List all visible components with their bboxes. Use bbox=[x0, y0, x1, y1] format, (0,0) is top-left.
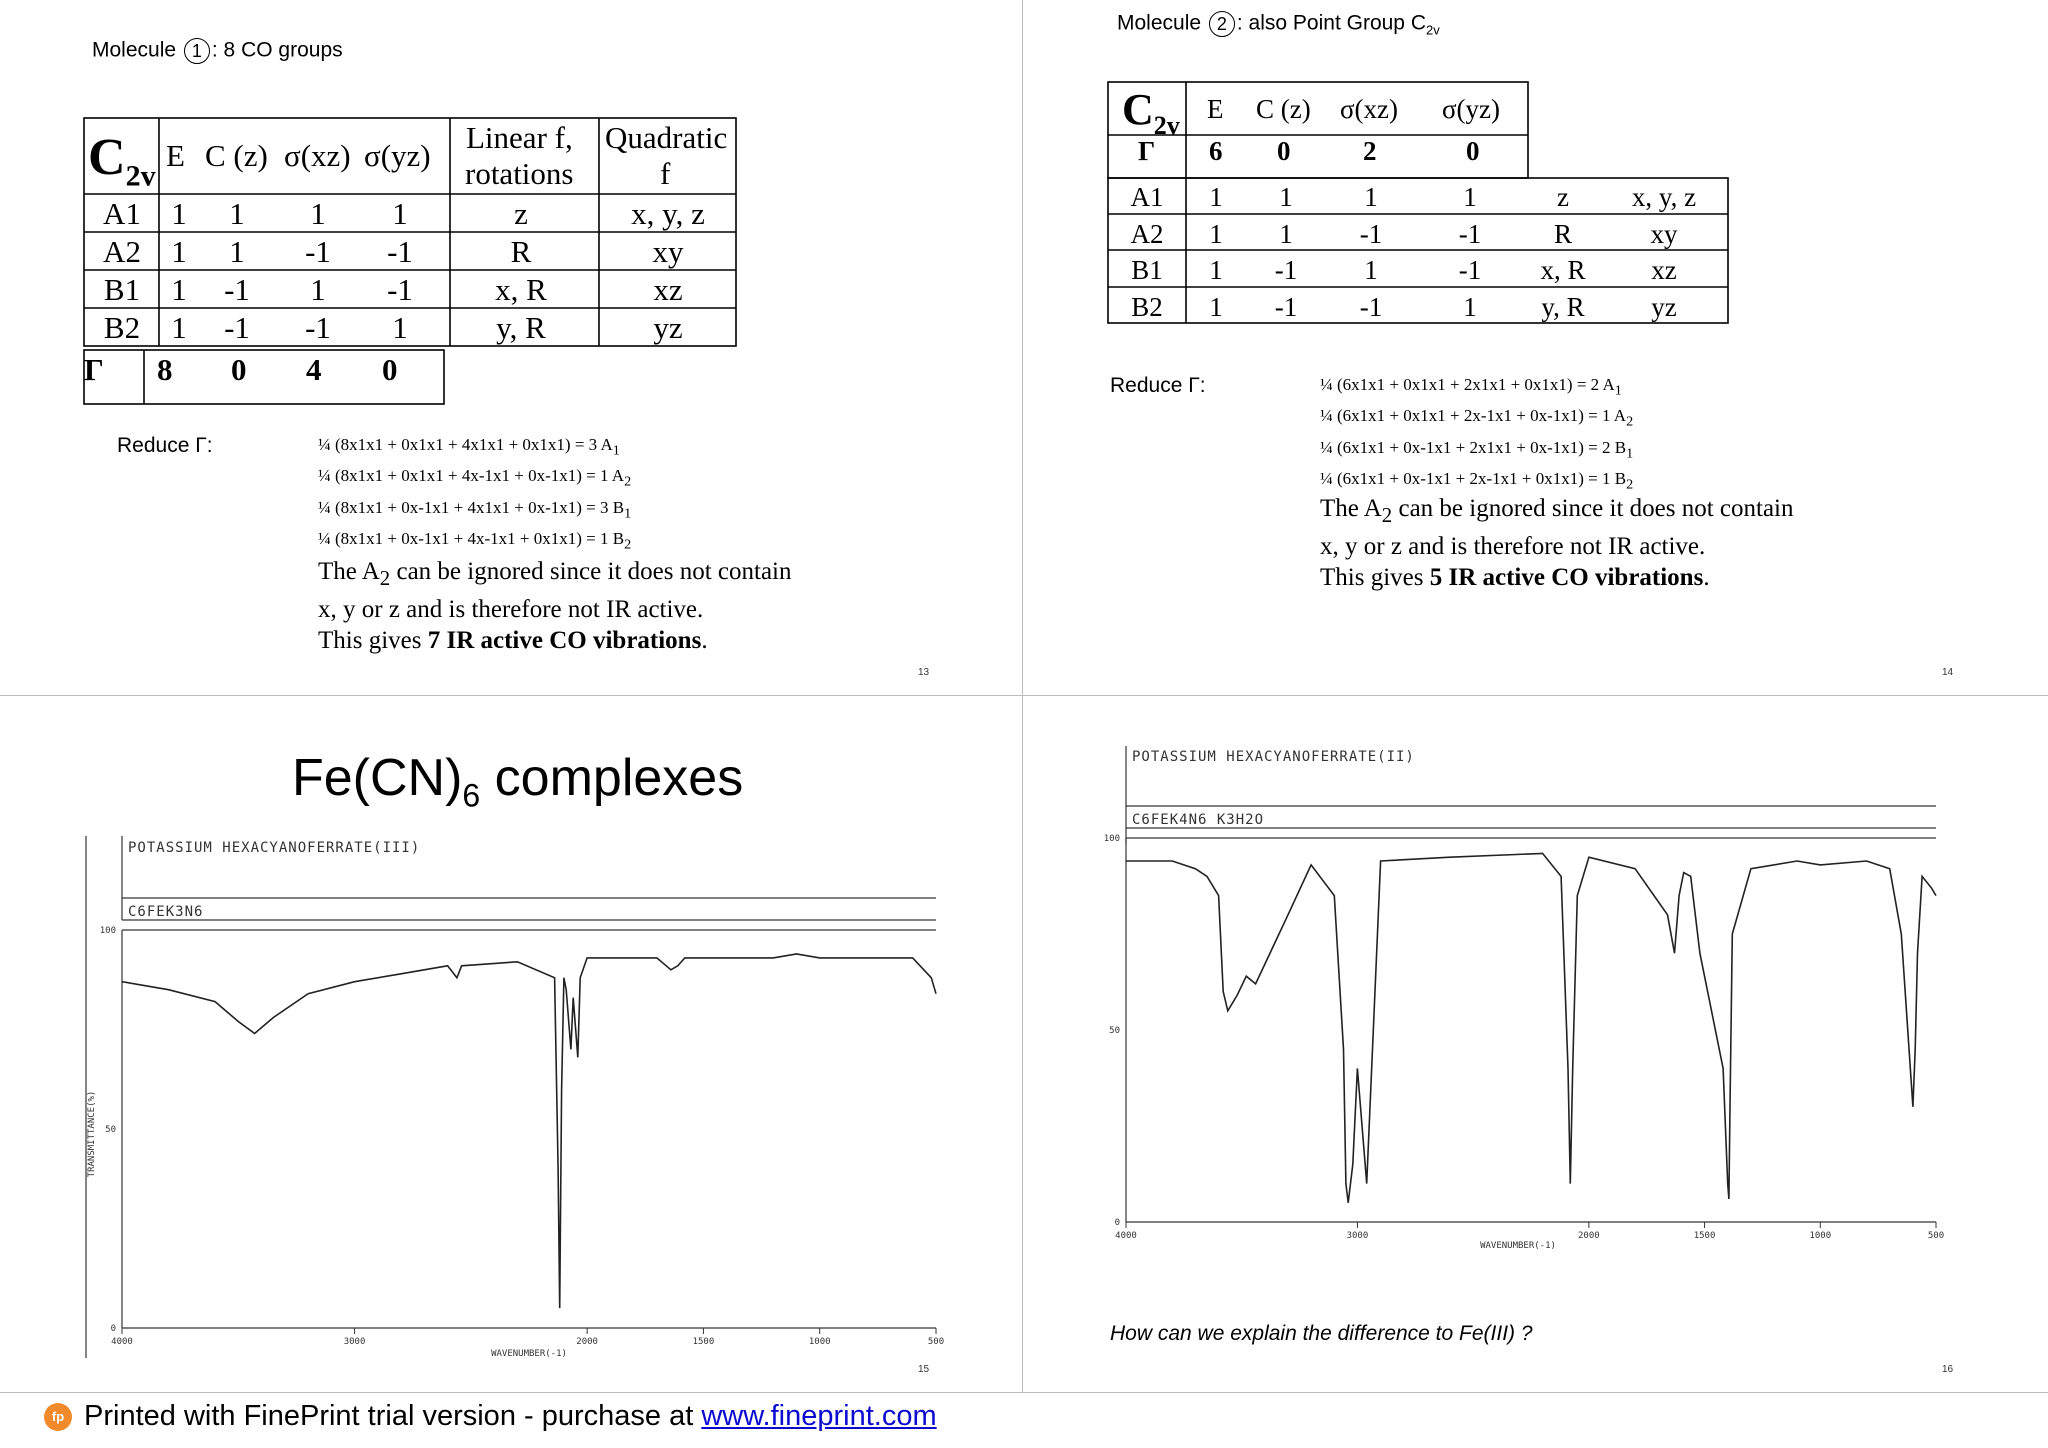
table-cell-irrep: B1 bbox=[103, 272, 141, 307]
op-syz: σ(yz) bbox=[1442, 94, 1501, 124]
op-Cz: C (z) bbox=[205, 138, 268, 173]
gamma-syz: 0 bbox=[1466, 136, 1480, 166]
spectrum-trace bbox=[122, 954, 936, 1308]
calc-list-14 bbox=[1320, 372, 1633, 498]
table-cell-linear: y, R bbox=[496, 310, 546, 345]
table-cell-char: 1 bbox=[1463, 291, 1477, 322]
page-number: 15 bbox=[918, 1364, 930, 1375]
table-cell-char: 1 bbox=[1364, 255, 1378, 285]
table-cell-char: -1 bbox=[1359, 291, 1383, 322]
table-cell-char: 1 bbox=[229, 196, 245, 231]
gamma-label: Γ bbox=[84, 352, 104, 387]
table-cell-char: -1 bbox=[387, 234, 413, 269]
table-cell-char: -1 bbox=[305, 310, 331, 345]
table-cell-irrep: B1 bbox=[1131, 255, 1163, 285]
table-cell-linear: R bbox=[1553, 218, 1573, 249]
table-cell-char: 1 bbox=[1364, 182, 1378, 212]
x-tick-label: 1500 bbox=[692, 1337, 715, 1347]
heading-suffix: : 8 CO groups bbox=[211, 38, 343, 62]
reduce-label: Reduce Γ: bbox=[117, 434, 213, 457]
table-cell-char: 1 bbox=[171, 310, 187, 345]
table-cell-char: -1 bbox=[305, 234, 331, 269]
table-cell-char: -1 bbox=[387, 272, 413, 307]
op-Cz: C (z) bbox=[1256, 94, 1311, 124]
x-tick-label: 2000 bbox=[1578, 1231, 1600, 1241]
gamma-Cz: 0 bbox=[1277, 136, 1291, 166]
op-E: E bbox=[166, 138, 185, 173]
table-cell-irrep: A1 bbox=[103, 196, 141, 231]
gamma-sxz: 2 bbox=[1363, 136, 1377, 166]
calc-line: ¼ (8x1x1 + 0x1x1 + 4x-1x1 + 0x-1x1) = 1 $A_2$ bbox=[318, 466, 632, 490]
x-axis-label: WAVENUMBER(-1) bbox=[491, 1349, 567, 1359]
spectrum-name: POTASSIUM HEXACYANOFERRATE(II) bbox=[1132, 749, 1415, 765]
table-cell-linear: z bbox=[1557, 182, 1569, 212]
table-cell-char: 1 bbox=[1209, 291, 1223, 322]
slide-13-heading bbox=[92, 38, 343, 64]
table-cell-linear: x, R bbox=[1540, 255, 1586, 285]
footer-text: Printed with FinePrint trial version - purchase at bbox=[84, 1400, 702, 1432]
fineprint-footer bbox=[44, 1400, 937, 1433]
table-cell-char: -1 bbox=[1458, 218, 1482, 249]
gamma-sxz: 4 bbox=[306, 352, 322, 387]
page-number: 13 bbox=[918, 667, 930, 678]
spectrum-formula: C6FEK3N6 bbox=[128, 904, 204, 920]
y-tick-label: 100 bbox=[1103, 834, 1120, 844]
table-cell-quad: yz bbox=[1651, 291, 1677, 322]
spectrum-fe3 bbox=[84, 834, 944, 1364]
table-cell-linear: x, R bbox=[495, 272, 547, 307]
table-cell-char: -1 bbox=[1458, 255, 1482, 285]
circled-number: 2 bbox=[1209, 11, 1235, 37]
fineprint-logo-icon: fp bbox=[44, 1403, 72, 1431]
spectrum-fe2 bbox=[1098, 744, 1945, 1251]
table-cell-char: 1 bbox=[1209, 218, 1223, 249]
y-tick-label: 100 bbox=[99, 926, 116, 936]
calc-line: ¼ (8x1x1 + 0x1x1 + 4x1x1 + 0x1x1) = 3 $A_1$ bbox=[318, 435, 620, 459]
table-cell-quad: xy bbox=[652, 234, 684, 269]
x-tick-label: 500 bbox=[1927, 1231, 1945, 1241]
table-cell-irrep: A2 bbox=[103, 234, 141, 269]
y-tick-label: 50 bbox=[105, 1125, 116, 1135]
gamma-label: Γ bbox=[1138, 136, 1156, 166]
calc-line: ¼ (8x1x1 + 0x-1x1 + 4x-1x1 + 0x1x1) = 1 $B_2$ bbox=[318, 529, 632, 553]
gamma-syz: 0 bbox=[382, 352, 398, 387]
y-axis-label: TRANSMITTANCE(%) bbox=[87, 1090, 97, 1178]
op-syz: σ(yz) bbox=[364, 138, 431, 173]
table-cell-linear: z bbox=[514, 196, 528, 231]
op-sxz: σ(xz) bbox=[1340, 94, 1399, 124]
table-cell-char: -1 bbox=[224, 310, 250, 345]
table-cell-quad: yz bbox=[653, 310, 683, 345]
spectrum-name: POTASSIUM HEXACYANOFERRATE(III) bbox=[128, 840, 421, 856]
spectrum-trace bbox=[1126, 853, 1936, 1202]
x-tick-label: 3000 bbox=[343, 1337, 366, 1347]
heading-prefix: Molecule bbox=[92, 38, 177, 62]
horizontal-divider bbox=[0, 695, 2048, 696]
y-tick-label: 0 bbox=[1114, 1218, 1120, 1228]
table-cell-char: 1 bbox=[392, 196, 408, 231]
table-cell-quad: x, y, z bbox=[1631, 182, 1697, 212]
spectrum-formula: C6FEK4N6 K3H2O bbox=[1132, 812, 1265, 828]
op-E: E bbox=[1207, 94, 1224, 124]
circled-number: 1 bbox=[184, 38, 210, 64]
calc-line: ¼ (6x1x1 + 0x-1x1 + 2x-1x1 + 0x1x1) = 1 $B_2$ bbox=[1320, 469, 1634, 493]
table-cell-linear: y, R bbox=[1541, 291, 1585, 322]
gamma-E: 8 bbox=[157, 352, 173, 387]
table-cell-linear: R bbox=[510, 234, 532, 269]
table-cell-char: 1 bbox=[171, 272, 187, 307]
slide-15-title: $Fe(CN)_6$ complexes bbox=[292, 749, 744, 814]
table-cell-irrep: B2 bbox=[1131, 291, 1163, 322]
table-cell-char: 1 bbox=[1279, 182, 1293, 212]
x-tick-label: 500 bbox=[927, 1337, 945, 1347]
table-cell-char: 1 bbox=[1279, 218, 1293, 249]
table-cell-quad: xz bbox=[653, 272, 683, 307]
page-number: 14 bbox=[1942, 667, 1954, 678]
rotations-header: rotations bbox=[465, 156, 574, 191]
x-tick-label: 2000 bbox=[576, 1337, 598, 1347]
table-cell-char: 1 bbox=[1463, 182, 1477, 212]
gamma-E: 6 bbox=[1209, 136, 1223, 166]
x-tick-label: 1500 bbox=[1693, 1231, 1716, 1241]
x-tick-label: 1000 bbox=[1809, 1231, 1832, 1241]
vertical-divider bbox=[1022, 0, 1023, 1392]
table-cell-char: -1 bbox=[224, 272, 250, 307]
table-cell-char: -1 bbox=[1274, 291, 1298, 322]
calc-line: ¼ (6x1x1 + 0x1x1 + 2x-1x1 + 0x-1x1) = 1 $A_2$ bbox=[1320, 406, 1634, 430]
slide-14-heading: Molecule 2 : also Point Group $C_{2v}$ bbox=[1117, 11, 1440, 38]
table-cell-char: -1 bbox=[1359, 218, 1383, 249]
calc-line: ¼ (6x1x1 + 0x-1x1 + 2x1x1 + 0x-1x1) = 2 $B_1$ bbox=[1320, 437, 1634, 462]
y-tick-label: 0 bbox=[110, 1324, 116, 1334]
x-tick-label: 1000 bbox=[808, 1337, 831, 1347]
calc-line: ¼ (6x1x1 + 0x1x1 + 2x1x1 + 0x1x1) = 2 $A_1$ bbox=[1320, 375, 1622, 399]
op-sxz: σ(xz) bbox=[284, 138, 351, 173]
y-tick-label: 50 bbox=[1109, 1026, 1120, 1036]
page-number: 16 bbox=[1942, 1364, 1954, 1375]
table-cell-irrep: A2 bbox=[1130, 218, 1164, 249]
x-tick-label: 3000 bbox=[1346, 1231, 1369, 1241]
table-cell-char: 1 bbox=[171, 196, 187, 231]
table-cell-char: 1 bbox=[392, 310, 408, 345]
quadratic-header: Quadratic bbox=[605, 120, 728, 155]
x-tick-label: 4000 bbox=[111, 1337, 133, 1347]
x-tick-label: 4000 bbox=[1115, 1231, 1137, 1241]
table-cell-char: 1 bbox=[229, 234, 245, 269]
linear-header: Linear f, bbox=[466, 120, 573, 155]
table-cell-quad: x, y, z bbox=[631, 196, 705, 231]
fineprint-link[interactable]: www.fineprint.com bbox=[701, 1400, 937, 1432]
table-cell-char: 1 bbox=[310, 196, 326, 231]
gamma-Cz: 0 bbox=[231, 352, 247, 387]
question-text: How can we explain the difference to Fe(III) ? bbox=[1110, 1322, 1533, 1345]
calc-line: ¼ (8x1x1 + 0x-1x1 + 4x1x1 + 0x-1x1) = 3 $B_1$ bbox=[318, 497, 632, 522]
table-cell-char: 1 bbox=[1209, 182, 1223, 212]
group-label: $C_{2v}$ bbox=[1122, 85, 1180, 140]
table-cell-quad: xz bbox=[1651, 255, 1677, 285]
reduce-label: Reduce Γ: bbox=[1110, 374, 1206, 397]
table-cell-quad: xy bbox=[1650, 218, 1678, 249]
calc-list-13 bbox=[318, 432, 631, 558]
footer-divider bbox=[0, 1392, 2048, 1393]
x-axis-label: WAVENUMBER(-1) bbox=[1480, 1241, 1556, 1251]
quadratic-f-header: f bbox=[660, 156, 671, 191]
table-cell-char: 1 bbox=[1209, 255, 1223, 285]
conclusion-14: The $A_2$ can be ignored since it does not contain x, y or z and is therefore not IR active. This gives 5 IR active CO vibrations. bbox=[1320, 495, 1794, 591]
conclusion-13: The $A_2$ can be ignored since it does not contain x, y or z and is therefore not IR active. This gives 7 IR active CO vibrations. bbox=[318, 558, 792, 654]
group-label: $C_{2v}$ bbox=[88, 129, 156, 193]
table-cell-irrep: B2 bbox=[103, 310, 141, 345]
table-cell-char: 1 bbox=[171, 234, 187, 269]
table-cell-irrep: A1 bbox=[1130, 182, 1164, 212]
table-cell-char: 1 bbox=[310, 272, 326, 307]
table-cell-char: -1 bbox=[1274, 255, 1298, 285]
